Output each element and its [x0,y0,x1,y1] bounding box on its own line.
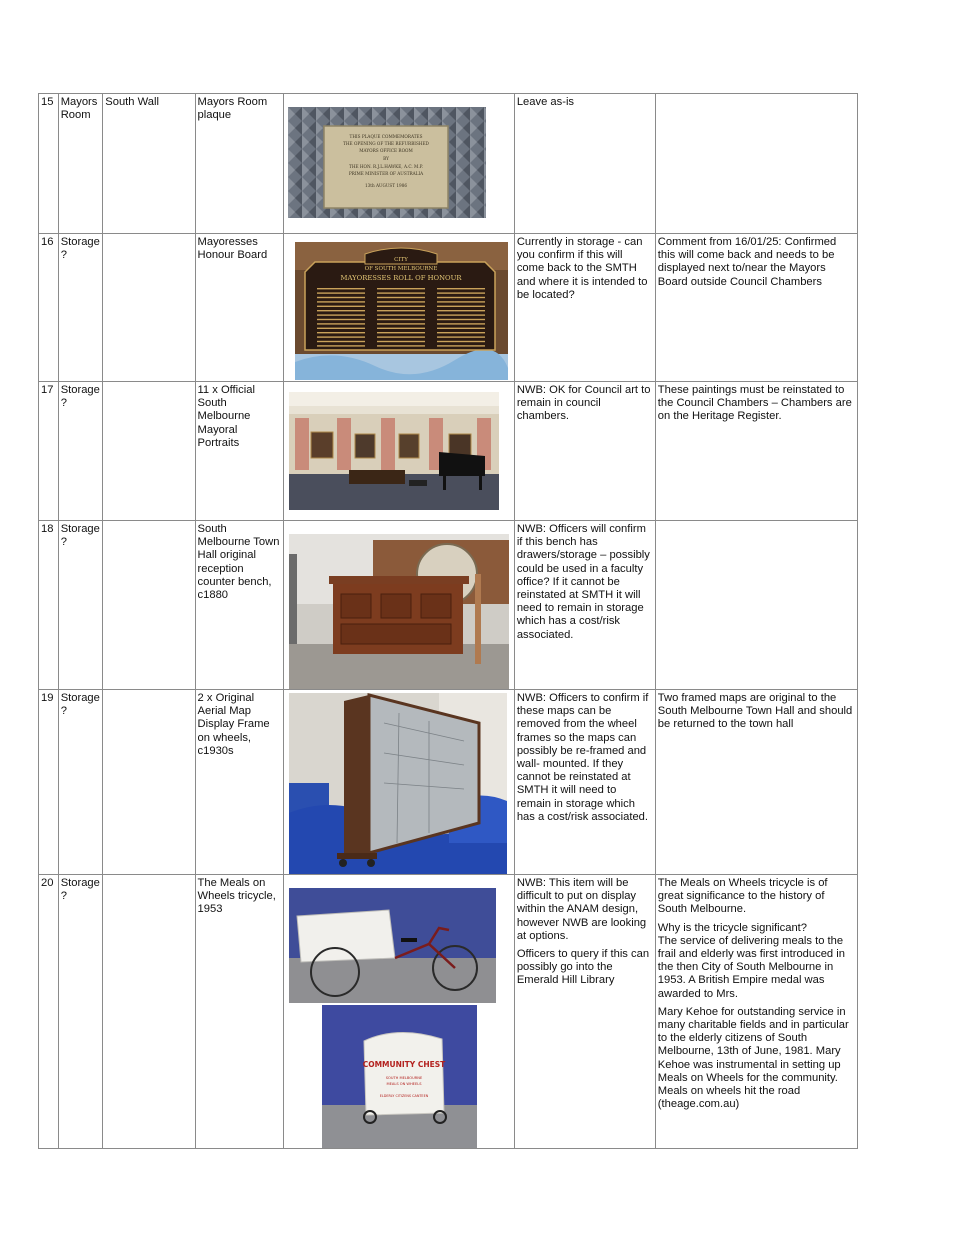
row-image-cell [283,521,514,690]
notes-paragraph: NWB: OK for Council art to remain in council chambers. [516,384,651,423]
row-number: 16 [39,234,59,382]
row-image-cell [283,94,514,234]
row-comment [655,94,857,234]
community-chest-photo [322,1005,477,1149]
comment-paragraph: These paintings must be reinstated to the Council Chambers – Chambers are on the Heritage Register. [657,384,852,423]
board-name-line [437,301,485,302]
row-location: Storage ? [58,382,103,521]
board-name-line [377,323,425,324]
board-name-line [317,306,365,307]
plaque-line: THIS PLAQUE COMMEMORATES [349,134,423,139]
board-title: MAYORESSES ROLL OF HONOUR [340,274,462,282]
board-name-line [437,292,485,293]
board-name-line [377,314,425,315]
row-number: 15 [39,94,59,234]
row-number: 18 [39,521,59,690]
table-row [39,875,858,1149]
notes-paragraph: Leave as-is [516,96,575,108]
row-item: 2 x Original Aerial Map Display Frame on wheels, c1930s [195,690,283,875]
row-wall [103,234,195,382]
board-name-line [437,310,485,311]
board-name-line [437,288,485,289]
board-name-line [317,310,365,311]
board-name-line [317,341,365,342]
board-name-line [317,336,365,337]
comment-paragraph: Comment from 16/01/25: Confirmed this will come back and needs to be displayed next to/near the Mayors Board outside Council Chambers [657,236,837,288]
plaque-line: 13th AUGUST 1986 [364,183,407,188]
row-notes [514,382,655,521]
board-name-line [437,314,485,315]
row-comment [655,875,857,1149]
board-name-line [377,292,425,293]
row-image-cell [283,234,514,382]
board-name-line [437,319,485,320]
row-wall [103,382,195,521]
row-notes [514,875,655,1149]
board-name-line [377,306,425,307]
row-comment [655,521,857,690]
row-comment [655,382,857,521]
row-location: Storage ? [58,875,103,1149]
row-item: Mayoresses Honour Board [195,234,283,382]
board-name-line [377,297,425,298]
table-row [39,521,858,690]
row-notes [514,94,655,234]
board-name-line [317,292,365,293]
row-image-cell [283,382,514,521]
board-name-line [437,323,485,324]
row-notes [514,690,655,875]
board-name-line [377,336,425,337]
board-name-line [377,288,425,289]
row-wall [103,690,195,875]
row-item: The Meals on Wheels tricycle, 1953 [195,875,283,1149]
council-chamber-photo [289,392,499,510]
board-name-line [377,301,425,302]
board-name-line [437,341,485,342]
plaque-line: MAYORS OFFICE ROOM [358,148,413,153]
board-name-line [317,323,365,324]
board-name-line [377,332,425,333]
map-frame-photo [289,693,507,875]
row-item: Mayors Room plaque [195,94,283,234]
row-notes [514,521,655,690]
row-wall [103,875,195,1149]
notes-paragraph: NWB: Officers will confirm if this bench has drawers/storage – possibly could be used in a faculty office? If it cannot be reinstated at SMTH it will need to remain in storage which has a cost/risk associated. [516,523,650,641]
board-name-line [377,341,425,342]
comment-paragraph: Why is the tricycle significant? [657,921,808,934]
comment-paragraph: Mary Kehoe for outstanding service in many charitable fields and in particular to the elderly citizens of South Melbourne, 13th of June, 1981. Mary Kehoe was instrumental in setting up Meals on Wheels for the community. Meals on wheels hit the road (theage.com.au) [657,1005,849,1111]
chest-label: SOUTH MELBOURNE [385,1076,422,1080]
board-name-line [317,301,365,302]
row-wall: South Wall [103,94,195,234]
board-name-line [317,345,365,346]
row-location: Storage ? [58,690,103,875]
plaque-line: THE OPENING OF THE REFURBISHED [342,141,429,146]
plaque-line: THE HON. R.J.L.HAWKE, A.C. M.P. [348,164,423,169]
board-name-line [437,336,485,337]
board-name-line [437,306,485,307]
board-name-line [317,328,365,329]
board-title: CITY [393,257,408,263]
table-row [39,690,858,875]
row-location: Mayors Room [58,94,103,234]
board-name-line [437,345,485,346]
board-name-line [437,328,485,329]
table-row [39,234,858,382]
board-name-line [377,319,425,320]
table-row [39,94,858,234]
table-row [39,382,858,521]
plaque-line: PRIME MINISTER OF AUSTRALIA [348,171,423,176]
board-name-line [317,332,365,333]
chest-label: ELDERLY CITIZENS CANTEEN [379,1094,428,1098]
honour-board-photo [295,242,508,380]
board-name-line [377,345,425,346]
board-name-line [437,297,485,298]
row-number: 19 [39,690,59,875]
board-name-line [317,297,365,298]
board-name-line [317,288,365,289]
tricycle-photo [289,888,496,1003]
notes-paragraph: NWB: This item will be difficult to put on display within the ANAM design, however NWB are looking at options. [516,877,647,942]
plaque-photo [288,107,486,218]
inventory-table [38,93,858,1149]
comment-paragraph: The service of delivering meals to the frail and elderly was first introduced in the then City of South Melbourne in 1953. A British Empire medal was awarded to Mrs. [657,934,845,1000]
counter-bench-photo [289,534,509,689]
notes-paragraph: NWB: Officers to confirm if these maps can be removed from the wheel frames so the maps can possibly be re-framed and wall- mounted. If they cannot be reinstated at SMTH it will need to remain in storage which has a cost/risk associated. [516,692,649,823]
comment-paragraph: Two framed maps are original to the South Melbourne Town Hall and should be returned to the town hall [657,692,853,731]
row-notes [514,234,655,382]
row-comment [655,234,857,382]
plaque-line: BY [382,156,389,161]
board-title: OF SOUTH MELBOURNE [364,266,438,272]
row-comment [655,690,857,875]
row-number: 17 [39,382,59,521]
notes-paragraph: Officers to query if this can possibly go into the Emerald Hill Library [516,948,650,987]
row-item: South Melbourne Town Hall original reception counter bench, c1880 [195,521,283,690]
row-location: Storage ? [58,521,103,690]
row-wall [103,521,195,690]
comment-paragraph: The Meals on Wheels tricycle is of great significance to the history of South Melbourne. [657,877,828,916]
chest-label: MEALS ON WHEELS [386,1082,422,1086]
row-location: Storage ? [58,234,103,382]
notes-paragraph: Currently in storage - can you confirm if this will come back to the SMTH and where it is intended to be located? [516,236,648,301]
row-image-cell [283,690,514,875]
row-item: 11 x Official South Melbourne Mayoral Portraits [195,382,283,521]
row-image-cell [283,875,514,1149]
board-name-line [377,328,425,329]
board-name-line [317,314,365,315]
chest-label: COMMUNITY CHEST [362,1060,445,1069]
board-name-line [377,310,425,311]
board-name-line [317,319,365,320]
board-name-line [437,332,485,333]
row-number: 20 [39,875,59,1149]
